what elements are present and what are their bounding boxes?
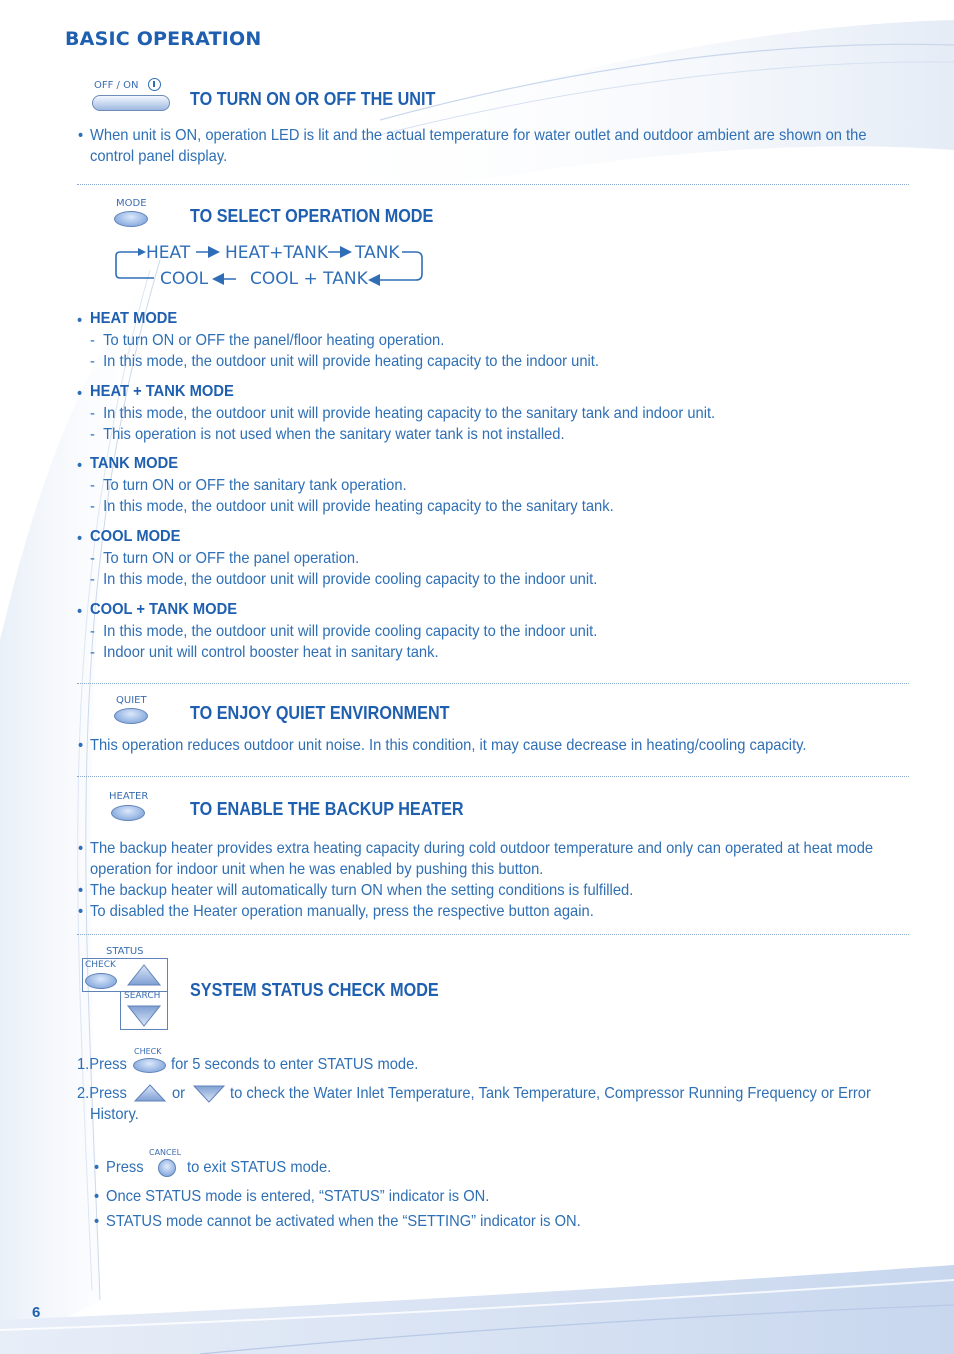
mode-item-heat-line2: In this mode, the outdoor unit will provide heating capacity to the indoor unit.	[103, 353, 599, 370]
mode-item-cool-tank-name: COOL + TANK MODE	[90, 601, 238, 618]
status-note2: • Once STATUS mode is entered, “STATUS” indicator is ON.	[94, 1188, 490, 1205]
onoff-title: TO TURN ON OR OFF THE UNIT	[190, 89, 436, 109]
heater-title: TO ENABLE THE BACKUP HEATER	[190, 799, 464, 819]
mode-item-heat: • HEAT MODE - To turn ON or OFF the panel/floor heating operation. - In this mode, the outdoor unit will provide heating capacity to the indoor unit.	[90, 310, 950, 328]
onoff-bullet-line2: control panel display.	[90, 148, 228, 165]
heater-button[interactable]	[111, 805, 145, 821]
mode-item-heat-tank-name: HEAT + TANK MODE	[90, 383, 234, 400]
status-note1-prefix: • Press	[94, 1159, 144, 1176]
step1-check-label: CHECK	[134, 1047, 162, 1056]
status-note1-suffix: to exit STATUS mode.	[187, 1159, 332, 1176]
status-title: SYSTEM STATUS CHECK MODE	[190, 980, 439, 1000]
step1-check-icon	[133, 1058, 166, 1073]
search-up-button[interactable]	[126, 963, 162, 987]
mode-button[interactable]	[114, 211, 148, 227]
mode-item-tank: • TANK MODE - To turn ON or OFF the sanitary tank operation. - In this mode, the outdoor unit will provide heating capacity to the sanitary tank.	[90, 455, 950, 473]
heater-bullet1-line1: The backup heater provides extra heating capacity during cold outdoor temperature and only can operated at heat mode	[90, 840, 874, 857]
quiet-title: TO ENJOY QUIET ENVIRONMENT	[190, 703, 450, 723]
onoff-bullet-line1: When unit is ON, operation LED is lit and the actual temperature for water outlet and outdoor ambient are shown on the	[90, 127, 867, 144]
mode-item-tank-line1: To turn ON or OFF the sanitary tank operation.	[103, 477, 407, 494]
note3-text: STATUS mode cannot be activated when the “SETTING” indicator is ON.	[106, 1213, 581, 1230]
mode-item-cool-tank-line1: In this mode, the outdoor unit will provide cooling capacity to the indoor unit.	[103, 623, 598, 640]
cancel-icon	[158, 1159, 176, 1177]
heater-bullet3: To disabled the Heater operation manually, press the respective button again.	[90, 903, 594, 920]
heater-bullet2: The backup heater will automatically turn ON when the setting conditions is fulfilled.	[90, 882, 634, 899]
flow-heat-tank: HEAT+TANK	[225, 243, 329, 263]
mode-title: TO SELECT OPERATION MODE	[190, 206, 434, 226]
flow-cool-tank: COOL + TANK	[250, 269, 368, 289]
divider	[77, 184, 909, 185]
mode-item-heat-tank-line2: This operation is not used when the sanitary water tank is not installed.	[103, 426, 565, 443]
search-down-button[interactable]	[126, 1004, 162, 1028]
search-label: SEARCH	[124, 991, 161, 1001]
onoff-bullet: • When unit is ON, operation LED is lit and the actual temperature for water outlet and outdoor ambient are shown on the control panel display.	[90, 125, 890, 167]
note1-prefix-text: Press	[106, 1159, 144, 1176]
flow-heat: HEAT	[146, 243, 191, 263]
divider	[77, 776, 909, 777]
heater-label: HEATER	[109, 791, 149, 802]
flow-cool: COOL	[160, 269, 209, 289]
page-number: 6	[32, 1304, 41, 1321]
check-button[interactable]	[85, 973, 117, 989]
status-step1-suffix: for 5 seconds to enter STATUS mode.	[171, 1056, 419, 1073]
quiet-bullet: • This operation reduces outdoor unit noise. In this condition, it may cause decrease in heating/cooling capacity.	[78, 737, 807, 754]
divider	[77, 683, 909, 684]
mode-label: MODE	[116, 198, 147, 209]
step2-up-icon	[133, 1083, 167, 1103]
page-heading: BASIC OPERATION	[65, 28, 262, 50]
mode-item-cool-tank: • COOL + TANK MODE - In this mode, the outdoor unit will provide cooling capacity to the indoor unit. - Indoor unit will control booster heat in sanitary tank.	[90, 601, 950, 619]
quiet-bullet-text: This operation reduces outdoor unit noise. In this condition, it may cause decrease in heating/cooling capacity.	[90, 737, 807, 754]
heater-bullets: • The backup heater provides extra heating capacity during cold outdoor temperature and only can operated at heat mode operation for indoor unit when he was enabled by pushing this button. • The backup heater will automatically turn ON when the setting conditions is fulfilled. • To disabled the Heater operation manually, press the respective button again.	[90, 838, 881, 922]
power-icon	[148, 78, 161, 91]
mode-item-cool-line1: To turn ON or OFF the panel operation.	[103, 550, 360, 567]
mode-item-heat-name: HEAT MODE	[90, 310, 178, 327]
quiet-label: QUIET	[116, 695, 147, 706]
status-step2-prefix: 2.Press	[77, 1085, 127, 1102]
step2-down-icon	[192, 1084, 226, 1104]
divider	[77, 934, 909, 935]
note2-text: Once STATUS mode is entered, “STATUS” indicator is ON.	[106, 1188, 490, 1205]
cancel-label: CANCEL	[149, 1148, 182, 1157]
down-arrow-icon	[128, 1006, 160, 1026]
status-note3: • STATUS mode cannot be activated when the “SETTING” indicator is ON.	[94, 1213, 581, 1230]
status-step2-or: or	[172, 1085, 186, 1102]
quiet-button[interactable]	[114, 708, 148, 724]
mode-item-tank-line2: In this mode, the outdoor unit will provide heating capacity to the sanitary tank.	[103, 498, 614, 515]
status-step1-prefix: 1.Press	[77, 1056, 127, 1073]
mode-item-cool-tank-line2: Indoor unit will control booster heat in sanitary tank.	[103, 644, 439, 661]
mode-item-tank-name: TANK MODE	[90, 455, 179, 472]
flow-tank: TANK	[355, 243, 400, 263]
up-arrow-icon	[128, 965, 160, 985]
off-on-button[interactable]	[92, 95, 170, 111]
mode-item-heat-tank-line1: In this mode, the outdoor unit will provide heating capacity to the sanitary tank and indoor unit.	[103, 405, 716, 422]
heater-bullet1-line2: operation for indoor unit when he was enabled by pushing this button.	[90, 861, 544, 878]
off-on-label: OFF / ON	[94, 80, 139, 91]
mode-item-heat-line1: To turn ON or OFF the panel/floor heating operation.	[103, 332, 445, 349]
mode-item-cool-line2: In this mode, the outdoor unit will provide cooling capacity to the indoor unit.	[103, 571, 598, 588]
mode-item-heat-tank: • HEAT + TANK MODE - In this mode, the outdoor unit will provide heating capacity to the sanitary tank and indoor unit. - This operation is not used when the sanitary water tank is not installed.	[90, 383, 950, 401]
status-label: STATUS	[106, 946, 144, 957]
status-step2-suffix: to check the Water Inlet Temperature, Tank Temperature, Compressor Running Frequency or Error	[230, 1085, 871, 1102]
mode-item-cool: • COOL MODE - To turn ON or OFF the panel operation. - In this mode, the outdoor unit will provide cooling capacity to the indoor unit.	[90, 528, 950, 546]
status-step2-line2: History.	[90, 1106, 139, 1123]
mode-item-cool-name: COOL MODE	[90, 528, 181, 545]
check-label: CHECK	[85, 960, 116, 970]
